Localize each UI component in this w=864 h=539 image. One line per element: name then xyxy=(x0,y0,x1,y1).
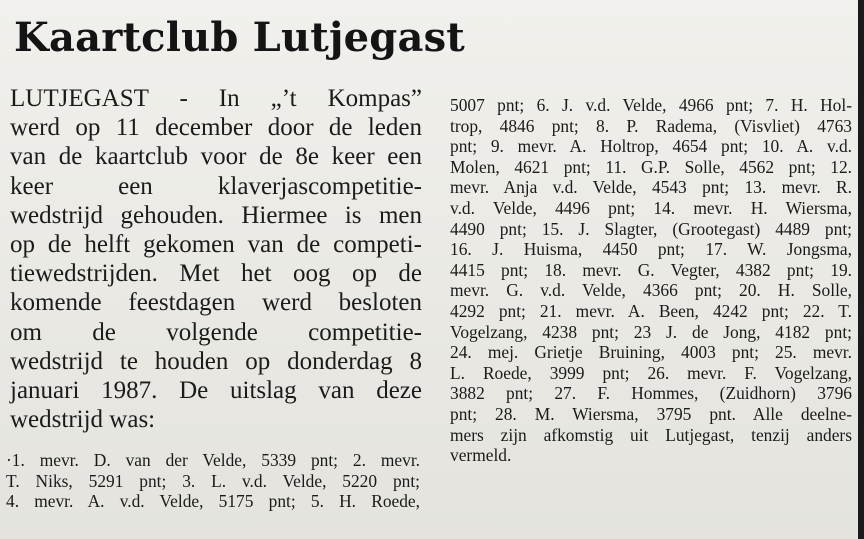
page-edge-shadow xyxy=(858,0,864,539)
results-line: pnt; 28. M. Wiersma, 3795 pnt. Alle deelne- xyxy=(450,403,852,424)
results-line: 24. mej. Grietje Bruining, 4003 pnt; 25. mevr. xyxy=(450,342,852,363)
results-line: 16. J. Huisma, 4450 pnt; 17. W. Jongsma, xyxy=(450,239,852,260)
intro-column xyxy=(10,84,422,434)
results-line: mevr. Anja v.d. Velde, 4543 pnt; 13. mevr. R. xyxy=(450,177,852,198)
results-line: T. Niks, 5291 pnt; 3. L. v.d. Velde, 5220 pnt; xyxy=(6,470,420,491)
intro-line: wedstrijd te houden op donderdag 8 xyxy=(10,347,422,375)
results-line: mers zijn afkomstig uit Lutjegast, tenzij anders xyxy=(450,424,852,445)
intro-line: komende feestdagen werd besloten xyxy=(10,289,422,317)
intro-line: LUTJEGAST - In „’t Kompas” xyxy=(10,85,422,112)
intro-line: om de volgende competitie- xyxy=(10,318,422,346)
results-continued-column xyxy=(450,95,852,466)
intro-line: werd op 11 december door de leden xyxy=(10,114,422,142)
results-line: mevr. G. v.d. Velde, 4366 pnt; 20. H. Solle, xyxy=(450,280,852,301)
results-line: trop, 4846 pnt; 8. P. Radema, (Visvliet) 4763 xyxy=(450,115,852,136)
results-line: 4292 pnt; 21. mevr. A. Been, 4242 pnt; 22. T. xyxy=(450,300,852,321)
intro-line: van de kaartclub voor de 8e keer een xyxy=(10,143,422,171)
intro-line: op de helft gekomen van de competi- xyxy=(10,231,422,259)
results-line: 4490 pnt; 15. J. Slagter, (Grootegast) 4489 pnt; xyxy=(450,218,852,239)
intro-line: januari 1987. De uitslag van deze xyxy=(10,377,422,405)
results-start-column xyxy=(6,450,420,512)
intro-line: tiewedstrijden. Met het oog op de xyxy=(10,260,422,288)
results-line: v.d. Velde, 4496 pnt; 14. mevr. H. Wiersma, xyxy=(450,197,852,218)
results-line: Molen, 4621 pnt; 11. G.P. Solle, 4562 pnt; 12. xyxy=(450,156,852,177)
results-line: L. Roede, 3999 pnt; 26. mevr. F. Vogelzang, xyxy=(450,362,852,383)
results-line: vermeld. xyxy=(450,445,512,466)
intro-line: wedstrijd was: xyxy=(10,406,156,434)
results-line: 4415 pnt; 18. mevr. G. Vegter, 4382 pnt; 19. xyxy=(450,259,852,280)
intro-line: wedstrijd gehouden. Hiermee is men xyxy=(10,201,422,229)
headline: Kaartclub Lutjegast xyxy=(14,14,465,61)
results-line: pnt; 9. mevr. A. Holtrop, 4654 pnt; 10. A. v.d. xyxy=(450,136,852,157)
results-line: 4. mevr. A. v.d. Velde, 5175 pnt; 5. H. Roede, xyxy=(6,491,420,512)
results-line: 5007 pnt; 6. J. v.d. Velde, 4966 pnt; 7. H. Hol- xyxy=(450,95,852,115)
results-line: Vogelzang, 4238 pnt; 23 J. de Jong, 4182 pnt; xyxy=(450,321,852,342)
results-line: ·1. mevr. D. van der Velde, 5339 pnt; 2. mevr. xyxy=(6,450,420,470)
intro-line: keer een klaverjascompetitie- xyxy=(10,172,422,200)
results-line: 3882 pnt; 27. F. Hommes, (Zuidhorn) 3796 xyxy=(450,383,852,404)
